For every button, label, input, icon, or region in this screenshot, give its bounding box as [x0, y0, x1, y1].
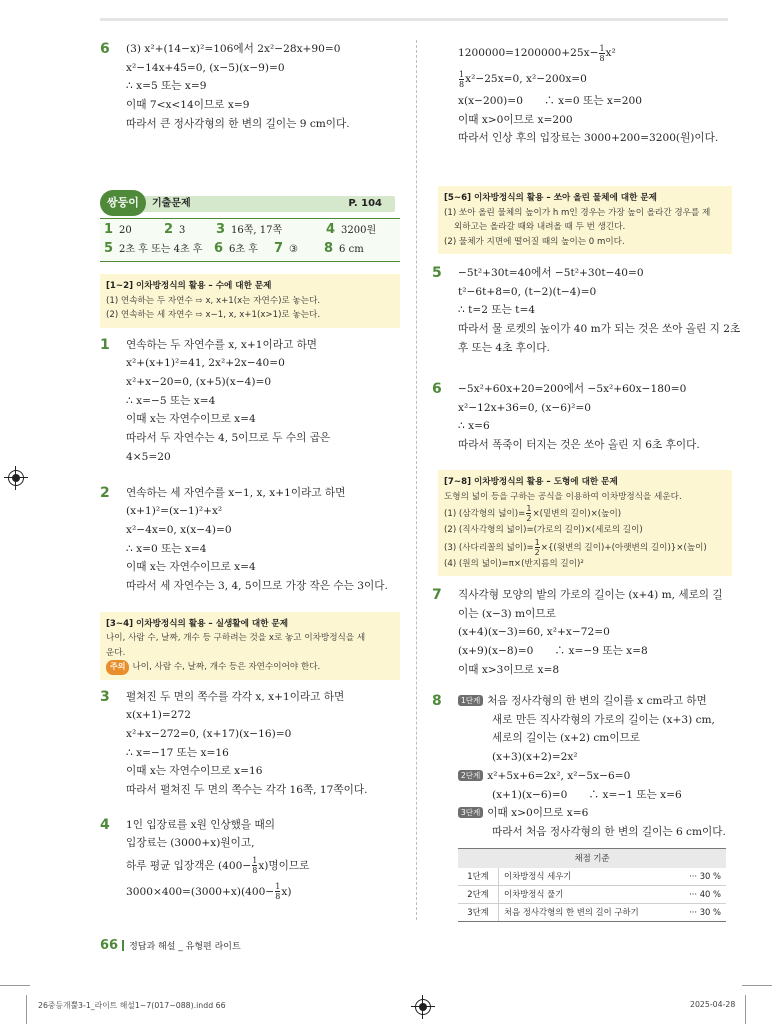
fraction: $\frac{1}{2}$: [526, 504, 532, 523]
grading-cell: 처음 정사각형의 한 변의 길이 구하기: [499, 903, 671, 921]
grading-row: [458, 903, 726, 921]
problem-number: 1: [100, 336, 110, 353]
answer-row: [104, 221, 396, 240]
tip-title: [7~8] 이차방정식의 활용 – 도형에 대한 문제: [444, 477, 618, 487]
grading-table: [458, 848, 726, 922]
solution-line: 따라서 큰 정사각형의 한 변의 길이는 9 cm이다.: [126, 117, 350, 130]
grading-cell: 1단계: [458, 868, 499, 886]
solution-4-continued: 1200000=1200000+25x− $\frac{1}{8}$ x² $\frac{1}{8}$ x²−25x=0, x²−200x=0 x(x−200)=0 ∴ x=0 또는 x=200 이때 x>0이므로 x=200 따라서 인상 후의 입장료는 3000+200=3200(원)이다.: [458, 43, 719, 145]
answer-number: 1: [104, 222, 114, 237]
solution-line: (x+1)²=(x−1)²+x²: [126, 505, 223, 518]
tip-line: 나이, 사람 수, 날짜, 개수 등 구하려는 것을 x로 놓고 이차방정식을 세: [106, 633, 366, 643]
solution-line: −5t²+30t=40에서 −5t²+30t−40=0: [458, 267, 644, 279]
fraction: $\frac{1}{8}$: [599, 43, 605, 63]
answer-row: [104, 240, 396, 259]
footer-title: 정답과 해설 _ 유형편 라이트: [129, 942, 241, 952]
answer-cell: [324, 240, 384, 259]
answer-cell: [216, 221, 326, 240]
solution-line: 따라서 세 자연수는 3, 4, 5이므로 가장 작은 수는 3이다.: [126, 580, 388, 593]
tip-line: (1) 쏘아 올린 물체의 높이가 h m인 경우는 가장 높이 올라간 경우를 제: [444, 207, 711, 218]
tip-line: 외하고는 올라갈 때와 내려올 때 두 번 생긴다.: [454, 222, 626, 232]
print-slug-date: 2025-04-28: [690, 1000, 736, 1009]
tip-title: [1~2] 이차방정식의 활용 – 수에 대한 문제: [106, 281, 272, 291]
solution-line: x²−4x=0, x(x−4)=0: [126, 523, 232, 536]
answer-value: 16쪽, 17쪽: [231, 225, 283, 236]
grading-cell: 3단계: [458, 903, 499, 921]
answer-number: 4: [326, 222, 336, 237]
solution-line: 따라서 물 로켓의 높이가 40 m가 되는 것은 쏘아 올린 지 2초: [458, 323, 741, 336]
twin-exam-header: [100, 190, 400, 216]
solution-6-prev: [100, 40, 400, 154]
solution-line: (3) x²+(14−x)²=106에서 2x²−28x+90=0: [126, 43, 341, 55]
answer-cell: [326, 221, 396, 240]
answer-value: 6초 후: [229, 244, 258, 255]
solution-6: [432, 380, 732, 460]
fraction: $\frac{1}{8}$: [459, 69, 465, 89]
page-footer: [100, 938, 241, 953]
grading-cell: 이차방정식 풀기: [499, 885, 671, 903]
grading-header: 채점 기준: [458, 848, 726, 868]
tip-box-3-4: [100, 612, 400, 680]
tip-line: (2) 연속하는 세 자연수 ⇨ x−1, x, x+1(x>1)로 놓는다.: [106, 310, 321, 320]
solution-line: 이때 x는 자연수이므로 x=4: [126, 561, 256, 574]
solution-line: 이때 x는 자연수이므로 x=4: [126, 413, 256, 426]
page-number: 66: [100, 938, 119, 953]
step-badge: 3단계: [458, 807, 483, 818]
solution-line: (x+4)(x−3)=60, x²+x−72=0: [458, 626, 610, 639]
solution-line: 4×5=20: [126, 450, 171, 463]
crop-mark: [742, 985, 772, 986]
tip-box-1-2: [100, 274, 400, 328]
crop-mark: [745, 995, 746, 1024]
print-slug-file: 26중등개뿔3-1_라이트 해설1~7(017~088).indd 66: [38, 1001, 226, 1010]
tip-box-5-6: [438, 186, 732, 254]
answer-value: 20: [119, 225, 132, 236]
solution-line: x²+x−272=0, (x+17)(x−16)=0: [126, 727, 292, 740]
crop-mark: [26, 995, 27, 1024]
solution-line: ∴ x=−17 또는 x=16: [126, 746, 229, 759]
solution-line: (x+9)(x−8)=0 ∴ x=−9 또는 x=8: [458, 645, 648, 658]
solution-line: t²−6t+8=0, (t−2)(t−4)=0: [458, 285, 597, 298]
answer-value: ③: [289, 244, 299, 255]
answer-value: 6 cm: [339, 244, 364, 255]
solution-line: x(x+1)=272: [126, 709, 191, 722]
right-column: [432, 40, 741, 922]
solution-line: −5x²+60x+20=200에서 −5x²+60x−180=0: [458, 383, 687, 395]
problem-number: 6: [100, 41, 110, 57]
answer-value: 2초 후 또는 4초 후: [119, 244, 203, 255]
answer-number: 5: [104, 241, 114, 256]
fraction: $\frac{1}{2}$: [534, 537, 540, 557]
page-reference: P. 104: [348, 198, 382, 209]
solution-4: 4 1인 입장료를 x원 인상했을 때의 입장료는 (3000+x)원이고, 하루 평균 입장객은 (400− $\frac{1}{8}$ x)명이므로 3000×400=(3000+x)(400− $\frac{1}{8}$ x): [100, 816, 310, 902]
solution-3: [100, 688, 400, 806]
answer-value: 3: [179, 225, 186, 236]
solution-line: 이때 7<x<14이므로 x=9: [126, 99, 250, 112]
answer-cell: [164, 221, 216, 240]
problem-number: 4: [100, 816, 110, 833]
answer-cell: [214, 240, 274, 259]
answer-cell: [104, 240, 214, 259]
solution-line: 후 또는 4초 후이다.: [458, 341, 550, 354]
tip-line: (2) 물체가 지면에 떨어질 때의 높이는 0 m이다.: [444, 236, 625, 247]
problem-number: 7: [432, 587, 442, 603]
tip-line: (1) 연속하는 두 자연수 ⇨ x, x+1(x는 자연수)로 놓는다.: [106, 295, 321, 306]
solution-line: 따라서 펼쳐진 두 면의 쪽수는 각각 16쪽, 17쪽이다.: [126, 784, 368, 797]
solution-line: 따라서 두 자연수는 4, 5이므로 두 수의 곱은: [126, 432, 331, 445]
answer-cell: [104, 221, 164, 240]
fraction: $\frac{1}{8}$: [252, 856, 258, 876]
twin-badge: 쌍둥이: [100, 190, 146, 216]
step-badge: 1단계: [458, 695, 483, 706]
solution-line: ∴ x=−5 또는 x=4: [126, 394, 216, 407]
solution-line: ∴ x=6: [458, 420, 490, 433]
solution-line: 이는 (x−3) m이므로: [458, 607, 556, 620]
answer-number: 8: [324, 241, 334, 256]
solution-7: [432, 586, 732, 686]
solution-line: ∴ t=2 또는 t=4: [458, 304, 536, 317]
grading-cell: ··· 40 %: [670, 885, 726, 903]
problem-number: 6: [432, 381, 442, 397]
problem-number: 5: [432, 265, 442, 281]
grading-cell: ··· 30 %: [670, 903, 726, 921]
solution-line: 펼쳐진 두 면의 쪽수를 각각 x, x+1이라고 하면: [126, 690, 345, 703]
tip-line: 운다.: [106, 647, 126, 658]
solution-line: x²+(x+1)²=41, 2x²+2x−40=0: [126, 357, 285, 370]
grading-cell: ··· 30 %: [670, 868, 726, 886]
left-column: [100, 40, 400, 905]
step-badge: 2단계: [458, 770, 483, 781]
solution-line: 직사각형 모양의 밭의 가로의 길이는 (x+4) m, 세로의 길: [458, 589, 723, 601]
solution-line: ∴ x=5 또는 x=9: [126, 80, 207, 93]
grading-row: [458, 885, 726, 903]
caution-badge: 주의: [106, 660, 129, 675]
answer-value: 3200원: [341, 225, 377, 236]
grading-cell: 2단계: [458, 885, 499, 903]
registration-mark-icon: [8, 470, 24, 486]
section-label: 기출문제: [152, 198, 191, 209]
answer-number: 3: [216, 222, 226, 237]
solution-line: 연속하는 두 자연수를 x, x+1이라고 하면: [126, 338, 318, 351]
footer-separator: [122, 940, 124, 951]
fraction: $\frac{1}{8}$: [275, 882, 281, 902]
tip-title: [5~6] 이차방정식의 활용 – 쏘아 올린 물체에 대한 문제: [444, 193, 657, 203]
solution-5: [432, 264, 741, 368]
solution-2: [100, 484, 400, 602]
answer-number: 6: [214, 241, 224, 256]
answer-number: 2: [164, 222, 174, 237]
problem-number: 8: [432, 693, 442, 709]
crop-mark: [0, 985, 30, 986]
solution-line: x²+x−20=0, (x+5)(x−4)=0: [126, 375, 272, 388]
answer-number: 7: [274, 241, 284, 256]
solution-line: 따라서 폭죽이 터지는 것은 쏘아 올린 지 6초 후이다.: [458, 439, 700, 452]
tip-line: 주의 나이, 사람 수, 날짜, 개수 등은 자연수이어야 한다.: [106, 660, 394, 675]
solution-8: 8 1단계 처음 정사각형의 한 변의 길이를 x cm라고 하면 새로 만든 직사각형의 가로의 길이는 (x+3) cm, 세로의 길이는 (x+2) cm이므로 (x+3)(x+2)=2x² 2단계 x²+5x+6=2x², x²−5x−6=0 (x+1)(x−6)=0 ∴ x=−1 또는 x=6 3단계 이때 x>0이므로 x=6 따라서 처음 정사각형의 한 변의 길이는 6 cm이다.: [432, 693, 726, 838]
solution-line: 이때 x는 자연수이므로 x=16: [126, 765, 263, 778]
grading-cell: 이차방정식 세우기: [499, 868, 671, 886]
tip-box-7-8: [7~8] 이차방정식의 활용 – 도형에 대한 문제 도형의 넓이 등을 구하는 공식을 이용하여 이차방정식을 세운다. (1) (삼각형의 넓이)= $\frac{1}{2}$ ×(밑변의 길이)×(높이) (2) (직사각형의 넓이)=(가로의 길이)×(세로의 길이) (3) (사다리꼴의 넓이)= $\frac{1}{2}$ ×{(윗변의 길이)+(아랫변의 길이)}×(높이) (4) (원의 넓이)=π×(반지름의 길이)²: [438, 470, 732, 576]
answer-grid: [100, 218, 400, 262]
solution-line: 연속하는 세 자연수를 x−1, x, x+1이라고 하면: [126, 486, 346, 499]
grading-row: [458, 868, 726, 886]
top-rule: [100, 18, 728, 21]
problem-number: 3: [100, 688, 110, 705]
solution-line: ∴ x=0 또는 x=4: [126, 542, 207, 555]
problem-number: 2: [100, 484, 110, 501]
solution-line: x²−14x+45=0, (x−5)(x−9)=0: [126, 61, 285, 74]
solution-line: x²−12x+36=0, (x−6)²=0: [458, 401, 591, 414]
answer-cell: [274, 240, 324, 259]
registration-mark-icon: [415, 999, 431, 1015]
column-divider: [416, 40, 417, 920]
tip-title: [3~4] 이차방정식의 활용 – 실생활에 대한 문제: [106, 618, 289, 629]
solution-line: 이때 x>3이므로 x=8: [458, 663, 560, 676]
solution-1: [100, 336, 400, 476]
